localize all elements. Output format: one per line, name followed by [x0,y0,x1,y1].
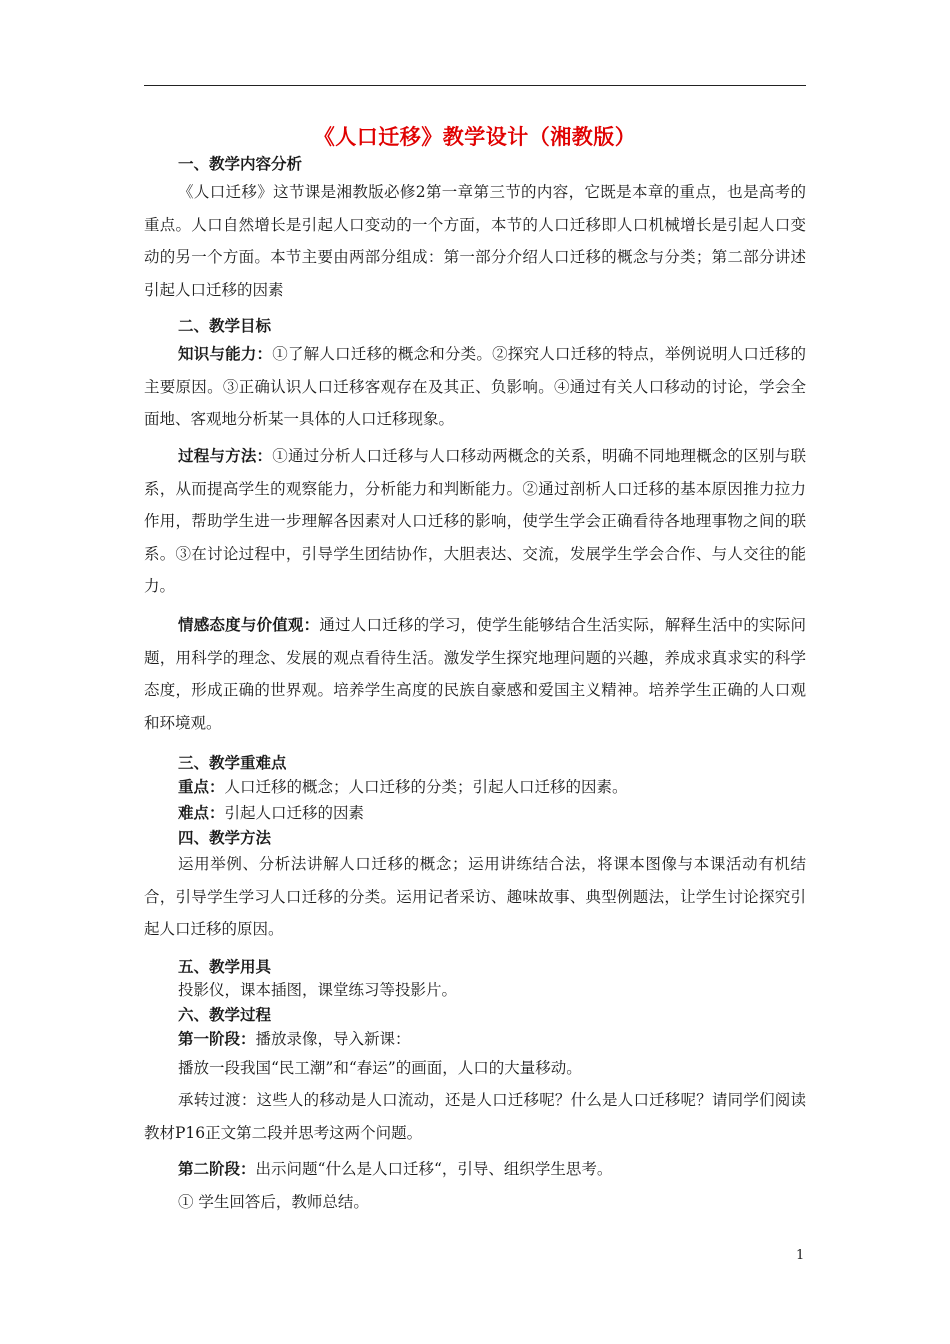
paragraph-stage-one-video: 播放一段我国“民工潮”和“春运”的画面，人口的大量移动。 [178,1059,582,1077]
heading-content-analysis: 一、教学内容分析 [178,155,303,173]
label-difficult-points: 难点： [178,804,225,822]
heading-teaching-tools: 五、教学用具 [178,958,272,976]
text-stage-one: 播放录像，导入新课： [255,1030,411,1048]
text-knowledge-ability: ①了解人口迁移的概念和分类。②探究人口迁移的特点，举例说明人口迁移的主要原因。③正确认识人口迁移客观存在及其正、负影响。④通过有关人口移动的讨论，学会全面地、客观地分析某一具体的人口迁移现象。 [144,345,806,428]
text-teaching-tools: 投影仪，课本插图，课堂练习等投影片。 [178,981,458,999]
label-stage-two: 第二阶段： [178,1160,256,1178]
heading-teaching-goals: 二、教学目标 [178,317,272,335]
heading-teaching-process: 六、教学过程 [178,1006,272,1024]
paragraph-content-analysis: 《人口迁移》这节课是湘教版必修2第一章第三节的内容，它既是本章的重点，也是高考的重点。人口自然增长是引起人口变动的一个方面，本节的人口迁移即人口机械增长是引起人口变动的另一个方面。本节主要由两部分组成：第一部分介绍人口迁移的概念与分类；第二部分讲述引起人口迁移的因素 [144,183,806,299]
text-key-points: 人口迁移的概念；人口迁移的分类；引起人口迁移的因素。 [224,778,628,796]
paragraph-emotion-values [144,609,806,739]
page-number: 1 [796,1248,805,1263]
label-stage-one: 第一阶段： [178,1030,256,1048]
text-difficult-points: 引起人口迁移的因素 [224,804,365,822]
paragraph-stage-two-answer: ① 学生回答后，教师总结。 [178,1193,369,1211]
label-emotion-values: 情感态度与价值观： [178,616,320,634]
line-stage-one [178,1027,411,1049]
header-rule [144,85,806,86]
document-title: 《人口迁移》教学设计（湘教版） [313,125,637,149]
paragraph-teaching-methods: 运用举例、分析法讲解人口迁移的概念；运用讲练结合法，将课本图像与本课活动有机结合，引导学生学习人口迁移的分类。运用记者采访、趣味故事、典型例题法，让学生讨论探究引起人口迁移的原因。 [144,855,806,938]
paragraph-knowledge-ability [144,338,806,436]
text-process-method: ①通过分析人口迁移与人口移动两概念的关系，明确不同地理概念的区别与联系，从而提高学生的观察能力，分析能力和判断能力。②通过剖析人口迁移的基本原因推力拉力作用，帮助学生进一步理解各因素对人口迁移的影响，使学生学会正确看待各地理事物之间的联系。③在讨论过程中，引导学生团结协作，大胆表达、交流，发展学生学会合作、与人交往的能力。 [144,447,806,595]
heading-key-difficult: 三、教学重难点 [178,754,287,772]
label-process-method: 过程与方法： [178,447,273,465]
line-difficult-points [178,801,364,823]
text-stage-two: 出示问题“什么是人口迁移“，引导、组织学生思考。 [255,1160,613,1178]
paragraph-stage-one-transition: 承转过渡：这些人的移动是人口流动，还是人口迁移呢？什么是人口迁移呢？请同学们阅读教材P16正文第二段并思考这两个问题。 [144,1091,806,1142]
line-stage-two [178,1157,612,1179]
label-key-points: 重点： [178,778,225,796]
label-knowledge-ability: 知识与能力： [178,345,273,363]
line-key-points [178,775,628,797]
heading-teaching-methods: 四、教学方法 [178,829,272,847]
text-emotion-values: 通过人口迁移的学习，使学生能够结合生活实际，解释生活中的实际问题，用科学的理念、发展的观点看待生活。激发学生探究地理问题的兴趣，养成求真求实的科学态度，形成正确的世界观。培养学生高度的民族自豪感和爱国主义精神。培养学生正确的人口观和环境观。 [144,616,806,732]
paragraph-process-method [144,440,806,603]
